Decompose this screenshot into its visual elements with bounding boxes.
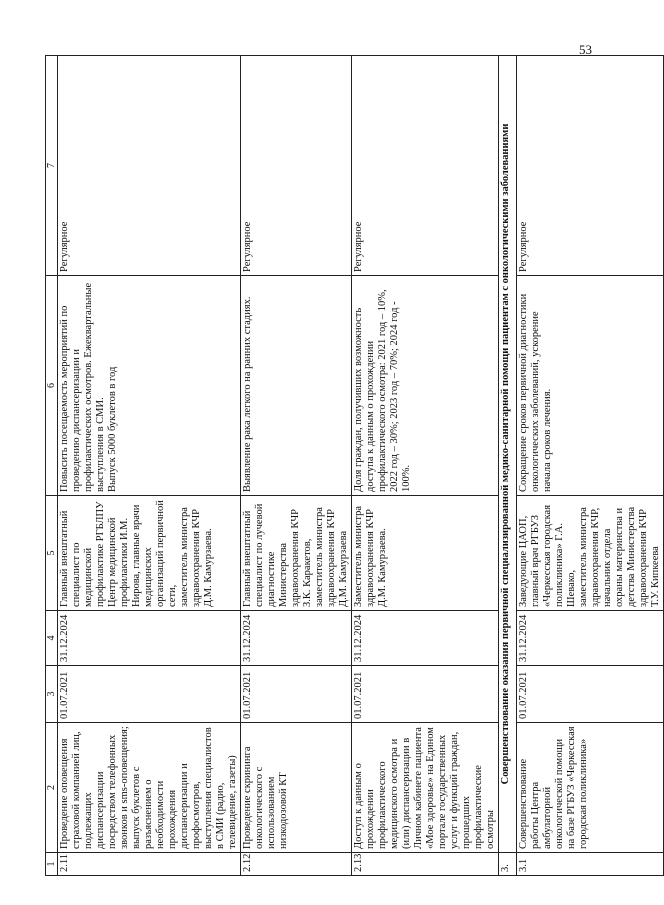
header-row <box>46 56 58 876</box>
responsible-cell: Заместитель министра здравоохранения КЧР Д.М. Камурзаева. <box>352 496 499 611</box>
result-cell: Повысить посещаемость мероприятий по проведению диспансеризации и профилактических осмотров. Ежеквартальные выступления в СМИ. Выпуск 5000 буклетов в год <box>58 276 241 496</box>
end-date: 31.12.2024 <box>352 611 499 666</box>
measure-cell: Доступ к данным о прохождении профилактического медицинского осмотра и (или) диспансеризации в Личном кабинете пациента «Мое здоровье» на Едином портале государственных услуг и функций граждан, прошедших профилактические осмотры <box>352 723 499 853</box>
table-row <box>352 56 499 876</box>
frequency-cell: Регулярное <box>352 56 499 276</box>
header-cell: 7 <box>46 56 58 276</box>
responsible-cell: Главный внештатный специалист по лучевой диагностике Министерства здравоохранения КЧР З.К. Каракетов, заместитель министра здравоохранения КЧР Д.М. Камурзаева <box>241 496 352 611</box>
section-number: 3. <box>499 853 517 876</box>
end-date: 31.12.2024 <box>241 611 352 666</box>
result-cell: Доля граждан, получивших возможность доступа к данным о прохождении профилактического осмотра: 2021 год – 10%, 2022 год – 30%; 2023 год – 70%; 2024 год - 100%. <box>352 276 499 496</box>
table-row <box>517 56 664 876</box>
row-number: 3.1 <box>517 853 664 876</box>
row-number: 2.12 <box>241 853 352 876</box>
row-number: 2.13 <box>352 853 499 876</box>
frequency-cell: Регулярное <box>241 56 352 276</box>
header-cell: 6 <box>46 276 58 496</box>
end-date: 31.12.2024 <box>58 611 241 666</box>
result-cell: Выявление рака легкого на ранних стадиях. <box>241 276 352 496</box>
rotated-table-area <box>45 56 661 876</box>
frequency-cell: Регулярное <box>58 56 241 276</box>
result-cell: Сокращение сроков первичной диагностики онкологических заболеваний, ускорение начала сроков лечения. <box>517 276 664 496</box>
start-date: 01.07.2021 <box>352 666 499 723</box>
start-date: 01.07.2021 <box>517 666 664 723</box>
header-cell: 4 <box>46 611 58 666</box>
table-row <box>241 56 352 876</box>
table-row <box>58 56 241 876</box>
start-date: 01.07.2021 <box>241 666 352 723</box>
measure-cell: Совершенствование работы Центра амбулаторной онкологической помощи на базе РГБУЗ «Черкесская городская поликлиника» <box>517 723 664 853</box>
header-cell: 3 <box>46 666 58 723</box>
start-date: 01.07.2021 <box>58 666 241 723</box>
header-cell: 5 <box>46 496 58 611</box>
section-title: Совершенствование оказания первичной специализированной медико-санитарной помощи пациентам с онкологическими заболеваниями <box>499 56 517 853</box>
page-number: 53 <box>579 42 592 57</box>
responsible-cell: Заведующие ЦАОП, главный врач РГБУЗ «Черкесская городская поликлиника» Г.А. Шевако, заместитель министра здравоохранения КЧР, начальник отдела охраны материнства и детства Министерства здравоохранения КЧР Т.У. Кипкеева <box>517 496 664 611</box>
measure-cell: Проведение скрининга онкологического с использованием низкодозовой КТ <box>241 723 352 853</box>
measures-table <box>45 55 664 876</box>
responsible-cell: Главный внештатный специалист по медицинской профилактике РГБЛПУ Центр медицинской профилактики И.М. Нирова, главные врачи медицинских организаций первичной сети, заместитель министра здравоохранения КЧР Д.М. Камурзаева. <box>58 496 241 611</box>
row-number: 2.11 <box>58 853 241 876</box>
measure-cell: Проведение оповещения страховой компанией лиц, подлежащих диспансеризации посредством телефонных звонков и sms-оповещения; выпуск буклетов с разъяснением о необходимости прохождения диспансеризации и профосмотров, выступления специалистов в СМИ (радио, телевидение, газеты) <box>58 723 241 853</box>
header-cell: 1 <box>46 853 58 876</box>
header-cell: 2 <box>46 723 58 853</box>
end-date: 31.12.2024 <box>517 611 664 666</box>
section-row <box>499 56 517 876</box>
frequency-cell: Регулярное <box>517 56 664 276</box>
